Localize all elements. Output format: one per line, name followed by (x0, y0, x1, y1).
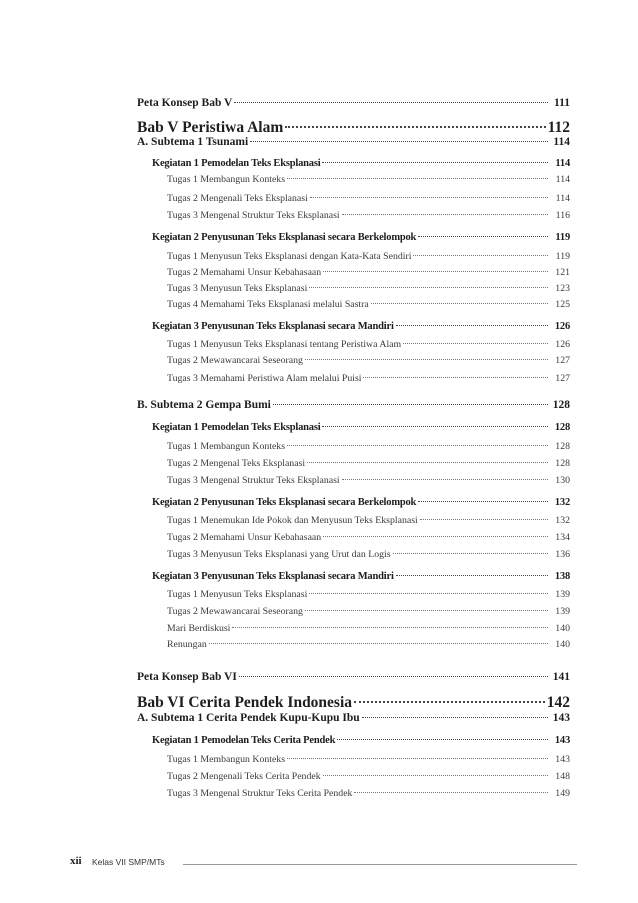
toc-entry-tug[interactable] (167, 754, 570, 765)
toc-entry-title: Tugas 4 Memahami Teks Eksplanasi melalui Sastra (167, 299, 369, 310)
toc-entry-title: Tugas 3 Mengenal Struktur Teks Eksplanasi (167, 210, 340, 221)
toc-entry-page: 143 (554, 735, 570, 746)
dot-leader (305, 610, 548, 611)
toc-entry-page: 121 (555, 267, 570, 278)
toc-entry-page: 125 (555, 299, 570, 310)
toc-entry-page: 116 (555, 210, 570, 221)
toc-entry-page: 114 (555, 174, 570, 185)
dot-leader (309, 287, 548, 288)
toc-entry-tug[interactable] (167, 210, 570, 221)
toc-entry-title: Peta Konsep Bab V (137, 97, 233, 109)
toc-entry-title: A. Subtema 1 Tsunami (137, 136, 249, 148)
toc-entry-page: 111 (554, 97, 570, 109)
toc-entry-tug[interactable] (167, 589, 570, 600)
dot-leader (420, 519, 548, 520)
toc-entry-page: 130 (555, 475, 570, 486)
dot-leader (287, 445, 548, 446)
dot-leader (393, 553, 548, 554)
dot-leader (309, 593, 548, 594)
toc-entry-title: Tugas 1 Menyusun Teks Eksplanasi tentang Peristiwa Alam (167, 339, 402, 350)
toc-entry-page: 128 (554, 422, 570, 433)
toc-entry-tug[interactable] (167, 441, 570, 452)
toc-entry-title: A. Subtema 1 Cerita Pendek Kupu-Kupu Ibu (137, 712, 360, 724)
toc-entry-title: Tugas 2 Mengenali Teks Cerita Pendek (167, 771, 321, 782)
dot-leader (418, 501, 548, 502)
toc-entry-title: Tugas 3 Menyusun Teks Eksplanasi yang Urut dan Logis (167, 549, 391, 560)
toc-entry-keg[interactable] (152, 422, 570, 433)
toc-entry-page: 112 (547, 119, 570, 136)
toc-entry-page: 136 (555, 549, 570, 560)
dot-leader (323, 536, 548, 537)
toc-entry-page: 149 (555, 788, 570, 799)
toc-entry-keg[interactable] (152, 321, 570, 332)
toc-entry-tug[interactable] (167, 299, 570, 310)
dot-leader (342, 214, 548, 215)
toc-entry-tug[interactable] (167, 251, 570, 262)
toc-entry-page: 126 (555, 339, 570, 350)
dot-leader (413, 255, 548, 256)
toc-entry-page: 143 (555, 754, 570, 765)
toc-entry-tug[interactable] (167, 283, 570, 294)
toc-entry-page: 134 (555, 532, 570, 543)
toc-entry-title: Kegiatan 1 Pemodelan Teks Cerita Pendek (152, 735, 336, 746)
toc-entry-page: 128 (555, 441, 570, 452)
toc-entry-tug[interactable] (167, 458, 570, 469)
toc-entry-tug[interactable] (167, 639, 570, 650)
toc-entry-tug[interactable] (167, 475, 570, 486)
toc-entry-tug[interactable] (167, 515, 570, 526)
toc-entry-tug[interactable] (167, 355, 570, 366)
toc-entry-keg[interactable] (152, 158, 570, 169)
dot-leader (232, 627, 548, 628)
dot-leader (337, 739, 548, 740)
dot-leader (285, 126, 545, 128)
toc-entry-title: Tugas 3 Mengenal Struktur Teks Eksplanasi (167, 475, 340, 486)
toc-entry-tug[interactable] (167, 532, 570, 543)
toc-entry-title: B. Subtema 2 Gempa Bumi (137, 399, 271, 411)
dot-leader (354, 792, 548, 793)
dot-leader (239, 676, 548, 677)
dot-leader (209, 643, 548, 644)
dot-leader (323, 775, 548, 776)
toc-entry-tug[interactable] (167, 373, 570, 384)
toc-entry-tug[interactable] (167, 623, 570, 634)
toc-entry-title: Bab VI Cerita Pendek Indonesia (137, 694, 353, 711)
toc-entry-title: Kegiatan 3 Penyusunan Teks Eksplanasi secara Mandiri (152, 321, 394, 332)
toc-entry-page: 139 (555, 606, 570, 617)
toc-entry-keg[interactable] (152, 497, 570, 508)
toc-entry-tug[interactable] (167, 339, 570, 350)
footer-book-label: Kelas VII SMP/MTs (92, 857, 165, 867)
toc-entry-title: Kegiatan 3 Penyusunan Teks Eksplanasi secara Mandiri (152, 571, 394, 582)
toc-entry-tug[interactable] (167, 174, 570, 185)
toc-entry-page: 139 (555, 589, 570, 600)
toc-entry-title: Tugas 2 Mewawancarai Seseorang (167, 355, 303, 366)
toc-entry-sub[interactable] (137, 399, 570, 411)
dot-leader (403, 343, 548, 344)
toc-entry-title: Tugas 3 Memahami Peristiwa Alam melalui Puisi (167, 373, 362, 384)
toc-entry-tug[interactable] (167, 788, 570, 799)
toc-entry-page: 140 (555, 639, 570, 650)
toc-entry-tug[interactable] (167, 549, 570, 560)
toc-entry-page: 123 (555, 283, 570, 294)
toc-entry-keg[interactable] (152, 571, 570, 582)
page-number: xii (70, 855, 82, 867)
toc-entry-page: 127 (555, 373, 570, 384)
toc-entry-tug[interactable] (167, 193, 570, 204)
toc-entry-tug[interactable] (167, 771, 570, 782)
toc-entry-page: 114 (555, 158, 570, 169)
toc-entry-page: 119 (555, 232, 570, 243)
dot-leader (323, 271, 548, 272)
toc-entry-title: Mari Berdiskusi (167, 623, 231, 634)
toc-entry-title: Tugas 1 Membangun Konteks (167, 441, 286, 452)
footer-divider (183, 864, 577, 865)
toc-entry-page: 128 (552, 399, 570, 411)
toc-entry-title: Bab V Peristiwa Alam (137, 119, 284, 136)
toc-entry-keg[interactable] (152, 735, 570, 746)
toc-entry-title: Tugas 2 Memahami Unsur Kebahasaan (167, 267, 322, 278)
toc-entry-tug[interactable] (167, 606, 570, 617)
dot-leader (305, 359, 548, 360)
toc-entry-page: 132 (554, 497, 570, 508)
toc-entry-title: Tugas 1 Membangun Konteks (167, 754, 286, 765)
dot-leader (396, 575, 548, 576)
toc-entry-bab[interactable] (137, 119, 570, 137)
dot-leader (287, 178, 548, 179)
toc-entry-page: 128 (555, 458, 570, 469)
toc-entry-title: Kegiatan 1 Pemodelan Teks Eksplanasi (152, 422, 321, 433)
dot-leader (342, 479, 548, 480)
toc-entry-tug[interactable] (167, 267, 570, 278)
toc-entry-title: Tugas 3 Mengenal Struktur Teks Cerita Pendek (167, 788, 353, 799)
toc-entry-page: 114 (555, 193, 570, 204)
toc-entry-title: Tugas 1 Membangun Konteks (167, 174, 286, 185)
toc-entry-page: 138 (554, 571, 570, 582)
toc-entry-peta[interactable] (137, 671, 570, 683)
toc-entry-page: 143 (552, 712, 570, 724)
toc-entry-page: 119 (555, 251, 570, 262)
toc-entry-title: Kegiatan 2 Penyusunan Teks Eksplanasi secara Berkelompok (152, 497, 417, 508)
toc-entry-page: 132 (555, 515, 570, 526)
toc-entry-title: Kegiatan 2 Penyusunan Teks Eksplanasi secara Berkelompok (152, 232, 417, 243)
toc-entry-sub[interactable] (137, 712, 570, 724)
toc-entry-title: Tugas 3 Menyusun Teks Eksplanasi (167, 283, 308, 294)
dot-leader (250, 141, 548, 142)
dot-leader (362, 717, 548, 718)
dot-leader (363, 377, 548, 378)
toc-entry-page: 140 (555, 623, 570, 634)
dot-leader (322, 426, 548, 427)
toc-entry-title: Peta Konsep Bab VI (137, 671, 237, 683)
dot-leader (354, 701, 545, 703)
toc-entry-title: Renungan (167, 639, 207, 650)
toc-entry-title: Tugas 2 Memahami Unsur Kebahasaan (167, 532, 322, 543)
toc-entry-bab[interactable] (137, 694, 570, 712)
toc-entry-title: Tugas 2 Mengenal Teks Eksplanasi (167, 458, 306, 469)
toc-entry-page: 142 (546, 694, 570, 711)
toc-entry-title: Kegiatan 1 Pemodelan Teks Eksplanasi (152, 158, 321, 169)
dot-leader (396, 325, 548, 326)
dot-leader (310, 197, 548, 198)
toc-entry-page: 126 (554, 321, 570, 332)
toc-entry-title: Tugas 2 Mengenali Teks Eksplanasi (167, 193, 308, 204)
toc-entry-title: Tugas 1 Menyusun Teks Eksplanasi dengan Kata-Kata Sendiri (167, 251, 412, 262)
toc-entry-page: 148 (555, 771, 570, 782)
toc-entry-title: Tugas 2 Mewawancarai Seseorang (167, 606, 303, 617)
dot-leader (371, 303, 548, 304)
toc-entry-page: 141 (552, 671, 570, 683)
toc-entry-page: 127 (555, 355, 570, 366)
toc-entry-sub[interactable] (137, 136, 570, 148)
toc-entry-peta[interactable] (137, 97, 570, 109)
dot-leader (418, 236, 548, 237)
toc-entry-keg[interactable] (152, 232, 570, 243)
dot-leader (234, 102, 548, 103)
toc-entry-title: Tugas 1 Menyusun Teks Eksplanasi (167, 589, 308, 600)
dot-leader (322, 162, 548, 163)
dot-leader (307, 462, 548, 463)
dot-leader (287, 758, 548, 759)
toc-entry-page: 114 (553, 136, 570, 148)
dot-leader (273, 404, 548, 405)
toc-entry-title: Tugas 1 Menemukan Ide Pokok dan Menyusun Teks Eksplanasi (167, 515, 418, 526)
